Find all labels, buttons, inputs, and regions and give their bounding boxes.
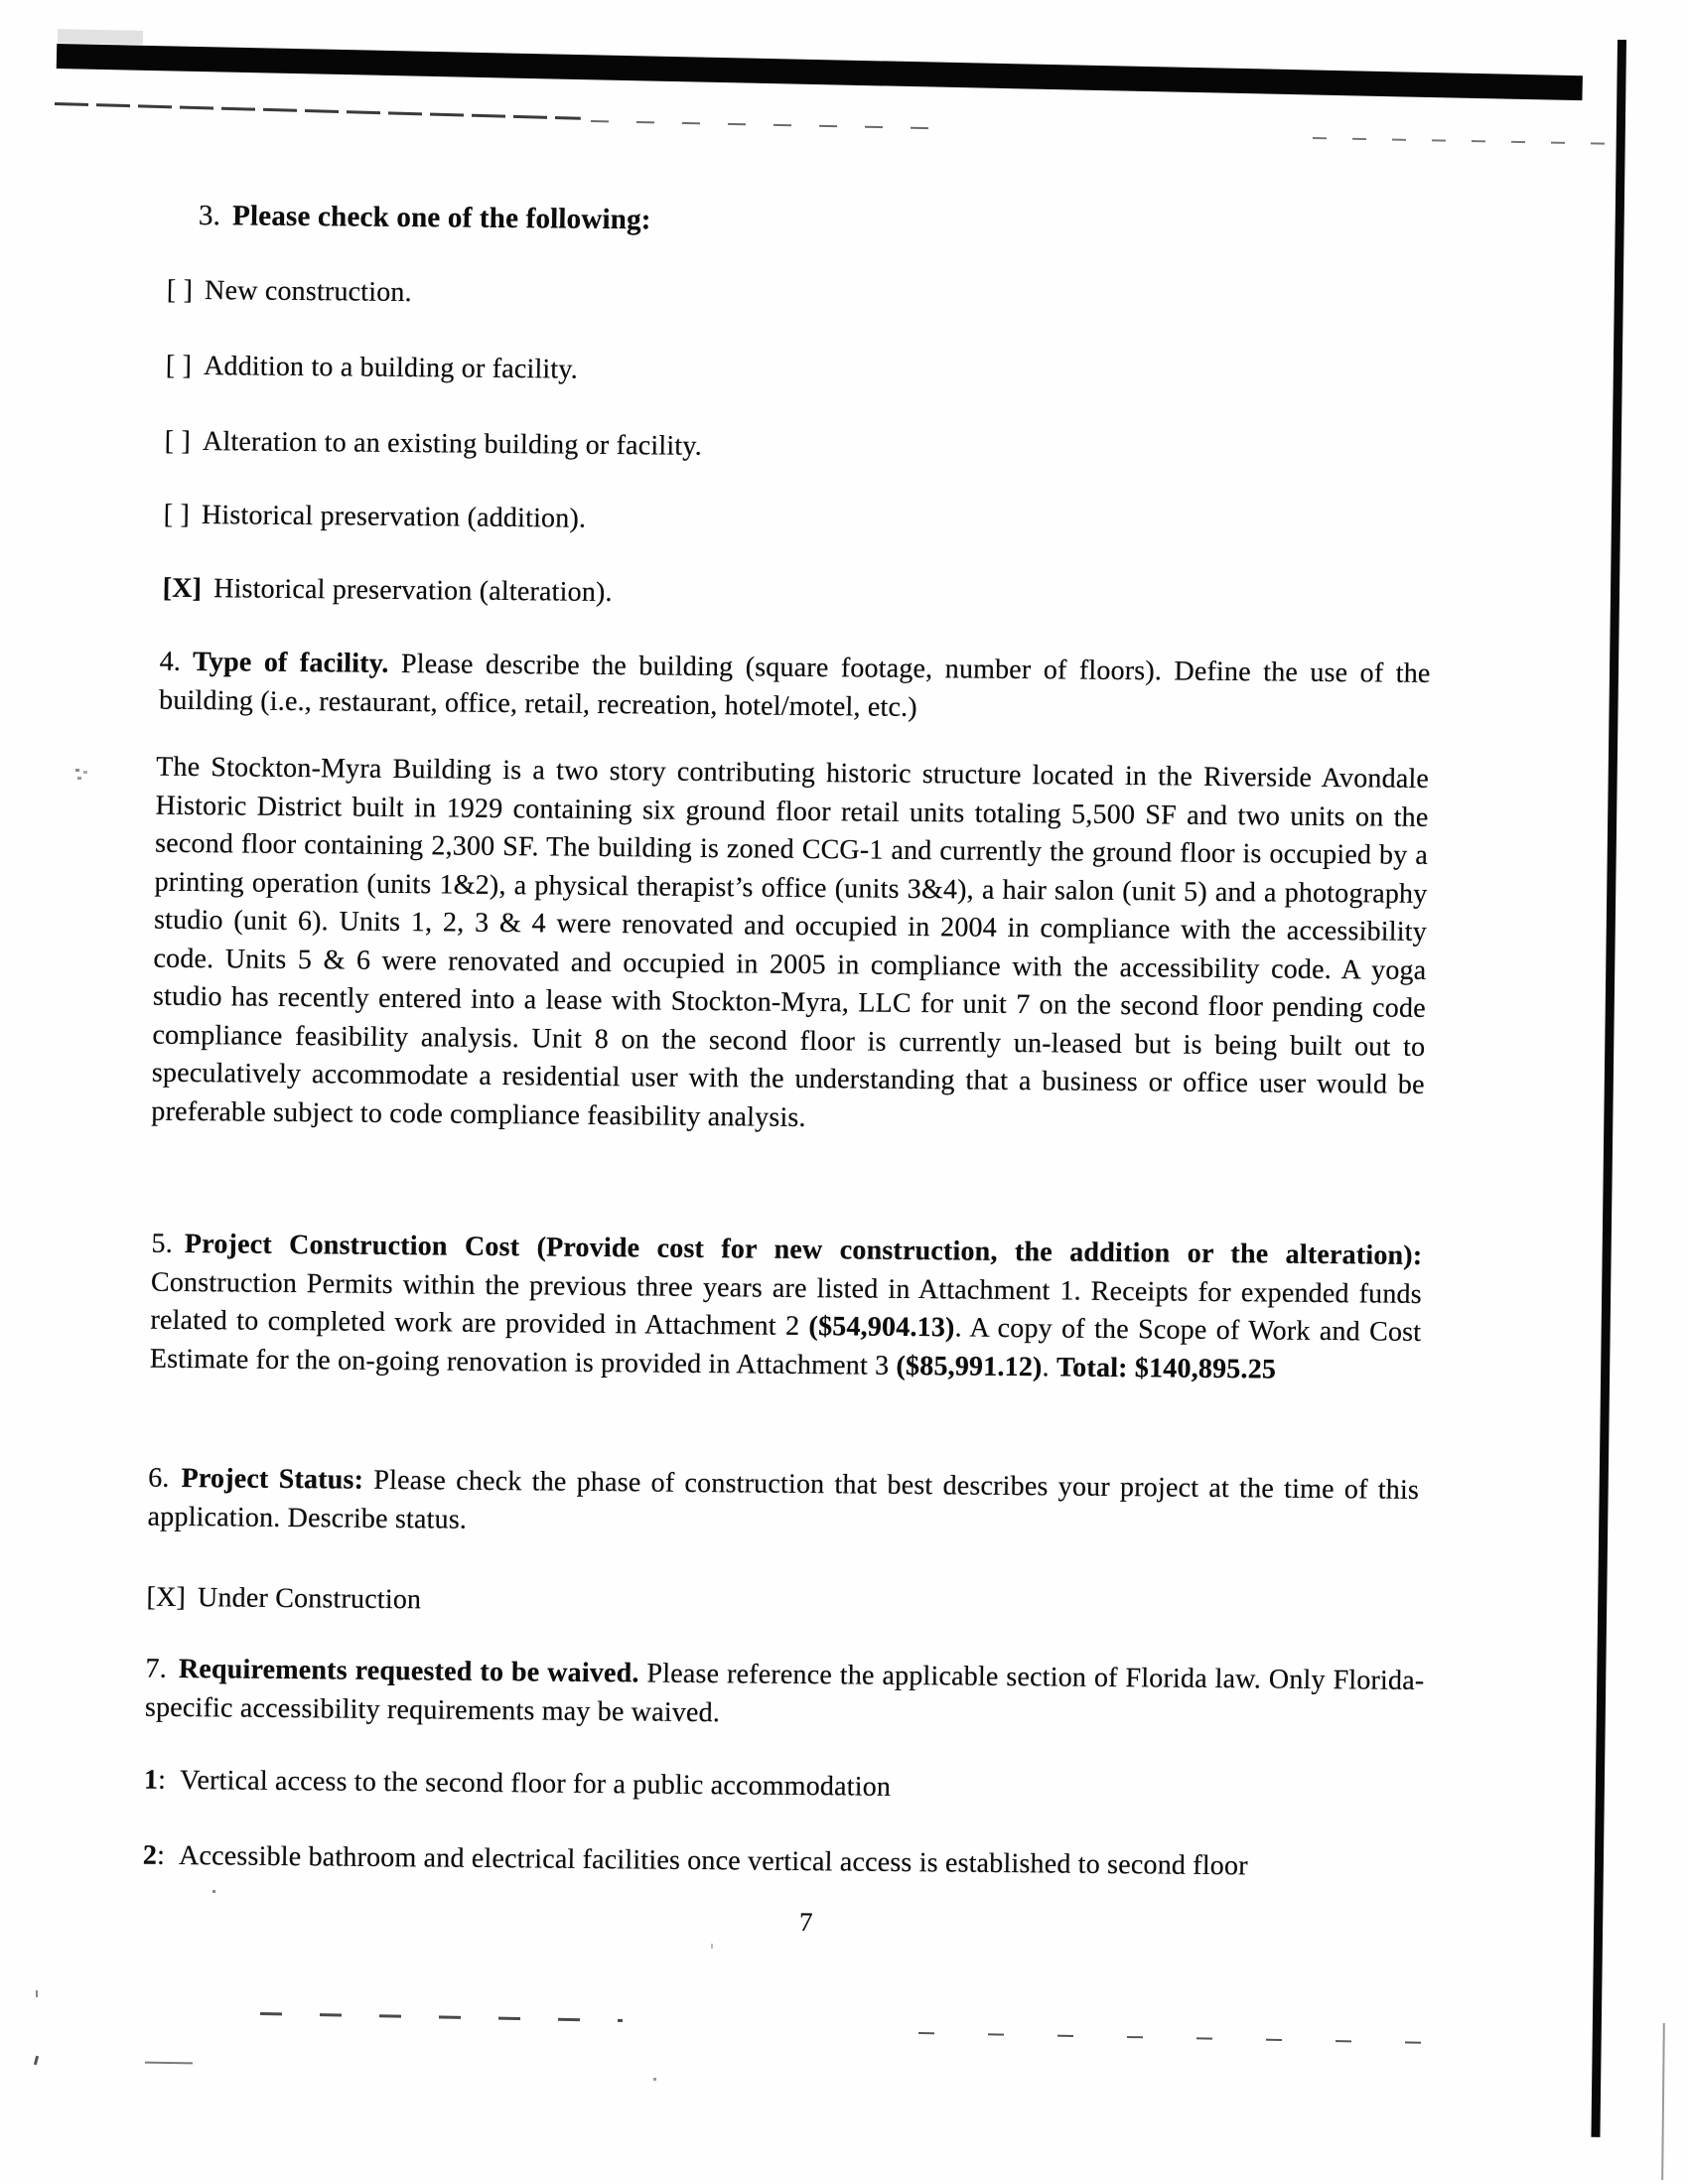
section-3-number: 3. [198, 199, 221, 232]
section-5-number: 5. [151, 1228, 174, 1259]
waiver-item-1-colon: : [157, 1764, 167, 1796]
checkbox-new-construction: [ ] [166, 274, 194, 306]
checkbox-label: Historical preservation (addition). [201, 500, 587, 534]
checkbox-option-historical-addition [163, 497, 586, 539]
section-4-heading [159, 644, 1431, 732]
page-number: 7 [798, 1906, 813, 1938]
section-7-title: Requirements requested to be waived. [178, 1653, 639, 1689]
attachment-2-amount: ($54,904.13) [808, 1310, 955, 1344]
checkbox-historical-addition: [ ] [163, 499, 191, 530]
section-5-body-3: . [1042, 1351, 1057, 1383]
waiver-item-2-text: Accessible bathroom and electrical facilities once vertical access is established to second floor [178, 1839, 1248, 1882]
section-5-body-2: . A copy of the Scope of Work and Cost Estimate for the on-going renovation is provided in Attachment 3 [149, 1312, 1422, 1382]
section-5-paragraph [150, 1226, 1423, 1390]
section-5-body-1: Construction Permits within the previous three years are listed in Attachment 1. Receipts for expended funds related to completed work are provided in Attachment 2 [150, 1266, 1423, 1342]
waiver-item-2 [143, 1837, 1248, 1886]
checkbox-under-construction-checked: [X] [146, 1581, 187, 1614]
waiver-item-1 [144, 1762, 892, 1808]
status-under-construction [146, 1579, 421, 1620]
checkbox-alteration: [ ] [164, 425, 192, 457]
checkbox-option-new-construction [167, 272, 412, 313]
checkbox-label: New construction. [204, 275, 413, 309]
scan-faint-vertical-line [1661, 2023, 1665, 2180]
total-cost: Total: $140,895.25 [1055, 1351, 1277, 1385]
waiver-item-1-number: 1 [143, 1764, 159, 1796]
section-5-title: Project Construction Cost (Provide cost for new construction, the addition or the alteration): [184, 1228, 1423, 1271]
checkbox-historical-alteration-checked: [X] [162, 572, 203, 605]
section-6-title: Project Status: [181, 1462, 364, 1496]
section-6-paragraph [147, 1460, 1419, 1548]
section-4-title: Type of facility. [192, 646, 389, 679]
waiver-item-2-colon: : [156, 1839, 166, 1871]
section-4-number: 4. [159, 646, 182, 677]
section-7-paragraph [145, 1651, 1425, 1739]
section-3-heading [199, 197, 651, 239]
checkbox-option-alteration [165, 423, 703, 467]
section-7-number: 7. [145, 1653, 168, 1684]
section-4-prompt: Please describe the building (square footage, number of floors). Define the use of the building (i.e., restaurant, office, retail, recreation, hotel/motel, etc.) [158, 648, 1431, 723]
checkbox-addition: [ ] [165, 350, 193, 381]
checkbox-label: Historical preservation (alteration). [212, 573, 613, 609]
section-6-number: 6. [148, 1462, 170, 1494]
section-6-body: Please check the phase of construction that best describes your project at the time of this application. Describe status. [147, 1464, 1420, 1535]
facility-description-paragraph: The Stockton-Myra Building is a two story contributing historic structure located in the Riverside Avondale Historic District built in 1929 containing six ground floor retail units totaling 5,500 SF and two units on the second floor containing 2,300 SF. The building is zoned CCG-1 and currently the ground floor is occupied by a printing operation (units 1&2), a physical therapist’s office (units 3&4), a hair salon (unit 5) and a photography studio (unit 6). Units 1, 2, 3 & 4 were renovated and occupied in 2004 in compliance with the accessibility code. Units 5 & 6 were renovated and occupied in 2005 in compliance with the accessibility code. A yoga studio has recently entered into a lease with Stockton-Myra, LLC for unit 7 on the second floor pending code compliance feasibility analysis. Unit 8 on the second floor is currently un-leased but is being built out to speculatively accommodate a residential user with the understanding that a business or office user would be preferable subject to code compliance feasibility analysis. [151, 751, 1430, 1133]
waiver-item-2-number: 2 [142, 1839, 158, 1871]
section-3-title: Please check one of the following: [231, 200, 651, 236]
status-label: Under Construction [197, 1582, 422, 1616]
checkbox-option-historical-alteration [162, 570, 613, 613]
attachment-3-amount: ($85,991.12) [896, 1350, 1043, 1383]
checkbox-label: Addition to a building or facility. [203, 351, 579, 385]
checkbox-label: Alteration to an existing building or facility. [202, 426, 703, 462]
waiver-item-1-text: Vertical access to the second floor for a public accommodation [179, 1764, 892, 1803]
checkbox-option-addition [166, 348, 579, 389]
section-7-body: Please reference the applicable section of Florida law. Only Florida-specific accessibility requirements may be waived. [144, 1658, 1425, 1728]
